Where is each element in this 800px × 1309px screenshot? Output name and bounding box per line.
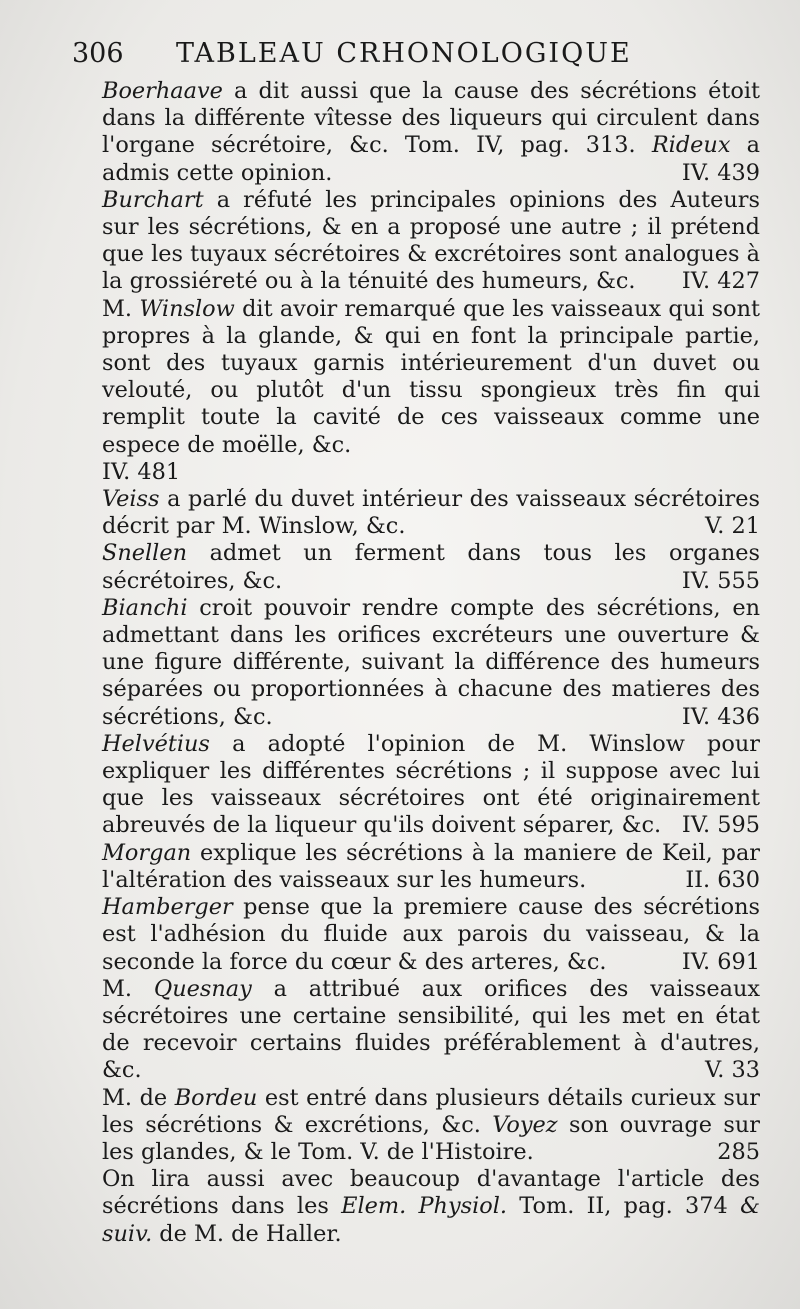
entry-text-2: a admis cette opinion. xyxy=(102,132,761,186)
volume-reference: IV. 481 xyxy=(102,458,181,485)
entry-prefix: M. xyxy=(102,295,140,322)
closing-text-1: On lira aussi avec beaucoup d'avantage l'article des sécrétions dans les xyxy=(102,1166,760,1220)
entry-text: explique les sécrétions à la maniere de Keil, par l'altération des vaisseaux sur les humeurs. xyxy=(102,839,760,893)
entry-text: a réfuté les principales opinions des Auteurs sur les sécrétions, & en a proposé une autre ; il prétend que les tuyaux sécrétoires & excrétoires sont analogues à la grossiéreté ou à la ténuité des humeurs, &c. xyxy=(102,186,761,295)
entry-text: a adopté l'opinion de M. Winslow pour expliquer les différentes sécrétions ; il suppose avec lui que les vaisseaux sécrétoires ont été originairement abreuvés de la liqueur qu'ils doivent séparer, &c. xyxy=(102,730,760,839)
entry-text: a dit aussi que la cause des sécrétions étoit dans la différente vîtesse des liqueurs qui circulent dans l'organe sécrétoire, &c. Tom. IV, pag. 313. xyxy=(102,78,760,159)
entry-burchart xyxy=(72,187,760,296)
entry-text: est entré dans plusieurs détails curieux sur les sécrétions & excrétions, &c. xyxy=(102,1084,760,1138)
author-name-2: Rideux xyxy=(651,132,731,159)
volume-reference: IV. 439 xyxy=(681,159,760,186)
page-number: 306 xyxy=(72,38,124,69)
entry-morgan xyxy=(72,840,760,894)
author-name: Bordeu xyxy=(174,1084,258,1111)
entry-text: a parlé du duvet intérieur des vaisseaux sécrétoires décrit par M. Winslow, &c. xyxy=(102,486,760,540)
closing-italic-2: & suiv. xyxy=(102,1193,760,1247)
entry-prefix: M. xyxy=(102,975,154,1002)
text-body xyxy=(72,78,760,1248)
author-name: Veiss xyxy=(102,486,160,513)
entry-bordeu xyxy=(72,1085,760,1167)
entry-helvetius xyxy=(72,731,760,840)
entry-text: dit avoir remarqué que les vaisseaux qui sont propres à la glande, & qui en font la principale partie, sont des tuyaux garnis intérieurement d'un duvet ou velouté, ou plutôt d'un tissu spongieux très fin qui remplit toute la cavité de ces vaisseaux comme une espece de moëlle, &c. xyxy=(102,295,760,458)
closing-text-2: Tom. II, pag. 374 xyxy=(507,1193,741,1220)
author-name: Helvétius xyxy=(102,730,210,757)
author-name: Hamberger xyxy=(102,894,233,921)
voyez-word: Voyez xyxy=(492,1111,558,1138)
author-name: Quesnay xyxy=(153,975,252,1002)
entry-veiss xyxy=(72,486,760,540)
running-title: TABLEAU CRHONOLOGIQUE xyxy=(176,38,632,69)
entry-snellen xyxy=(72,540,760,594)
entry-bianchi xyxy=(72,595,760,731)
entry-text: pense que la premiere cause des sécrétions est l'adhésion du fluide aux parois du vaisseau, & la seconde la force du cœur & des arteres, &c. xyxy=(102,894,760,975)
volume-reference: IV. 436 xyxy=(681,703,760,730)
volume-reference: II. 630 xyxy=(685,866,760,893)
volume-reference: V. 33 xyxy=(705,1057,760,1084)
entry-hamberger xyxy=(72,894,760,976)
entry-text: admet un ferment dans tous les organes sécrétoires, &c. xyxy=(102,540,760,594)
volume-reference: IV. 555 xyxy=(681,567,760,594)
volume-reference: IV. 595 xyxy=(681,812,760,839)
volume-reference: IV. 691 xyxy=(681,948,760,975)
entry-quesnay xyxy=(72,976,760,1085)
author-name: Bianchi xyxy=(102,594,188,621)
volume-reference: V. 21 xyxy=(705,513,760,540)
volume-reference: IV. 427 xyxy=(681,268,760,295)
author-name: Winslow xyxy=(139,295,235,322)
entry-boerhaave xyxy=(72,78,760,187)
entry-text: a attribué aux orifices des vaisseaux sécrétoires une certaine sensibilité, qui les met en état de recevoir certains fluides préférablement à d'autres, &c. xyxy=(102,975,760,1084)
author-name: Boerhaave xyxy=(102,78,223,104)
author-name: Burchart xyxy=(102,186,204,213)
volume-reference: 285 xyxy=(717,1138,760,1165)
page-header xyxy=(72,38,762,76)
entry-winslow xyxy=(72,296,760,486)
closing-text-3: de M. de Haller. xyxy=(152,1220,342,1247)
entry-text: croit pouvoir rendre compte des sécrétions, en admettant dans les orifices excréteurs une ouverture & une figure différente, suivant la différence des humeurs séparées ou proportionnées à chacune des matieres des sécrétions, &c. xyxy=(102,594,760,730)
author-name: Morgan xyxy=(102,839,192,866)
entry-prefix: M. de xyxy=(102,1084,175,1111)
entry-text-2: son ouvrage sur les glandes, & le Tom. V. de l'Histoire. xyxy=(102,1111,760,1165)
author-name: Snellen xyxy=(102,540,188,567)
closing-italic-1: Elem. Physiol. xyxy=(341,1193,508,1220)
closing-paragraph xyxy=(72,1166,760,1248)
